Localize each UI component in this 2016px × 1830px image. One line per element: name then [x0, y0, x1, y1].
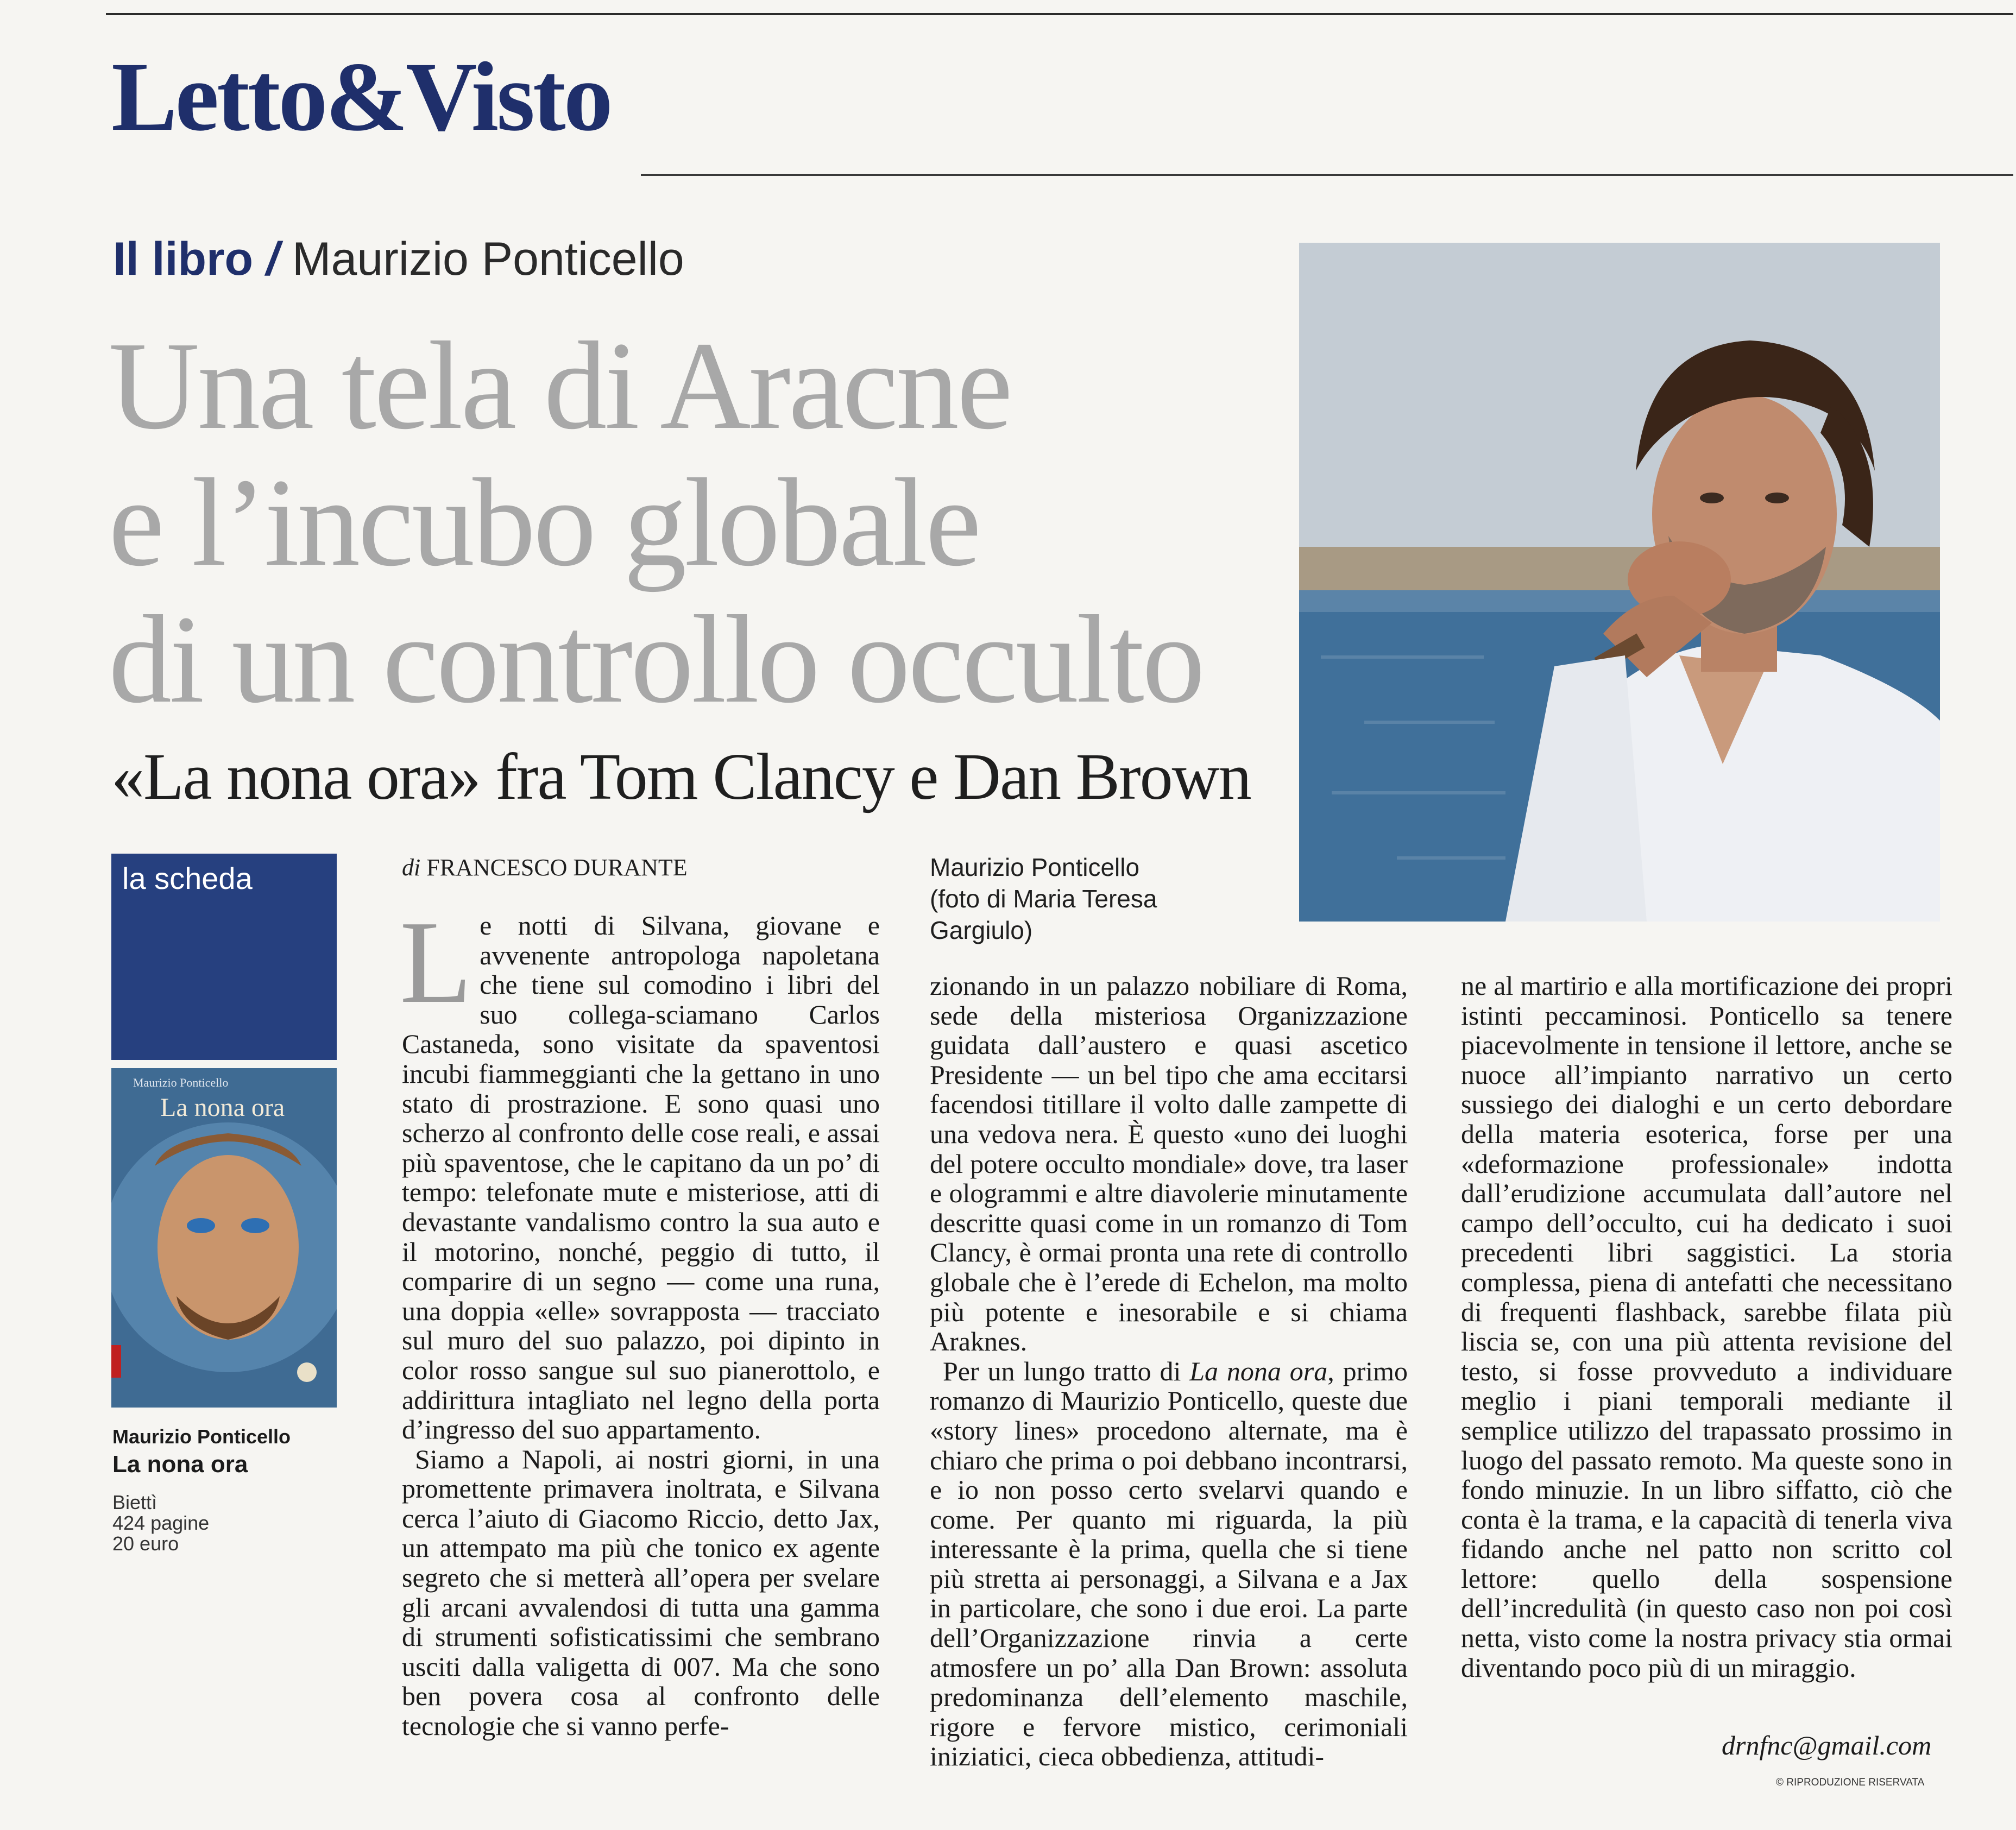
- article-paragraph: ne al martirio e alla mortificazione dei propri istinti peccaminosi. Ponticello sa tenere piacevolmente in tensione il lettore, anche se nuoce all’impianto narrativo un certo sussiego dei dialoghi e un certo debordare della materia esoterica, forse per una «deformazione professionale» indotta dall’erudizione accumulata dall’autore nel campo dell’occulto, cui ha dedicato i suoi precedenti libri saggistici. La storia complessa, piena di antefatti che necessitano di frequenti flashback, sarebbe filata più liscia se, con una più attenta revisione del testo, si fosse provveduto a individuare meglio i piani temporali mediante il semplice utilizzo del trapassato prossimo in luogo del passato remoto. Ma queste sono in fondo minuzie. In un libro siffatto, ciò che conta è la trama, e la capacità di tenerla viva fidando anche nel patto non scritto col lettore: quello della sospensione dell’incredulità (in questo caso non poi così netta, visto come la nostra privacy stia ormai diventando poco più di un miraggio.: [1461, 970, 1952, 1683]
- kicker: [113, 232, 684, 286]
- headline: [109, 318, 1276, 728]
- article-column-2: [930, 971, 1408, 1771]
- sheet-price: 20 euro: [112, 1532, 179, 1555]
- kicker-author: Maurizio Ponticello: [292, 233, 684, 285]
- book-cover-illustration: [111, 1068, 337, 1408]
- sheet-publisher: Biettì: [112, 1491, 158, 1513]
- article-paragraph: Siamo a Napoli, ai nostri giorni, in una promettente primavera inoltrata, e Silvana cerca l’aiuto di Giacomo Riccio, detto Jax, un attempato ma più che tonico ex agente segreto che si metterà all’opera per svelare gli arcani avvalendosi di tutta una gamma di strumenti sofisticatissimi che sembrano usciti dalla valigetta di 007. Ma che sono ben povera cosa al confronto delle tecnologie che si vanno perfe-: [402, 1443, 880, 1741]
- sheet-author: Maurizio Ponticello: [112, 1425, 291, 1448]
- top-rule: [106, 13, 2013, 15]
- author-email: drnfnc@gmail.com: [1722, 1730, 1932, 1760]
- byline-prefix: di: [402, 854, 421, 881]
- article-paragraph: zionando in un palazzo nobiliare di Roma, sede della misteriosa Organizzazione guidata dall’austero e quasi ascetico Presidente — un bel tipo che ama eccitarsi facendosi titillare il volto dalle zampette di una vedova nera. È questo «uno dei luoghi del potere occulto mondiale» dove, tra laser e ologrammi e altre diavolerie minutamente descritte quasi come in un romanzo di Tom Clancy, è ormai pronta una rete di controllo globale che è l’erede di Echelon, ma molto più potente e inesorabile e si chiama Araknes.: [930, 970, 1408, 1357]
- book-title-inline: La nona ora: [1189, 1355, 1328, 1386]
- book-cover-author: Maurizio Ponticello: [133, 1076, 229, 1089]
- section-title: Letto&Visto: [111, 42, 611, 152]
- photo-caption-line-3: Gargiulo): [930, 916, 1033, 944]
- paragraph-text: Per un lungo tratto di: [943, 1355, 1190, 1386]
- article-paragraph: [400, 897, 880, 1445]
- photo-caption: [930, 851, 1277, 946]
- headline-line-2: e l’incubo globale: [109, 453, 979, 592]
- headline-line-1: Una tela di Aracne: [109, 316, 1011, 456]
- scheda-label: la scheda: [122, 861, 253, 895]
- kicker-separator: /: [266, 233, 279, 285]
- header-rule: [641, 174, 2013, 176]
- kicker-label: Il libro: [113, 233, 253, 285]
- paragraph-text: , primo romanzo di Maurizio Ponticello, queste due «story lines» procedono alternate, ma è chiaro che prima o poi debbano incontrarsi, e io non posso certo svelarvi quando e come. Per quanto mi riguarda, la più interessante è la prima, quella che si tiene più stretta ai personaggi, a Silvana e a Jax in particolare, che sono i due eroi. La parte dell’Organizzazione rinvia a certe atmosfere un po’ alla Dan Brown: assoluta predominanza dell’elemento maschile, rigore e fervore mistico, cerimoniali iniziatici, cieca obbedienza, attitudi-: [930, 1355, 1408, 1772]
- author-photo: [1299, 243, 1940, 922]
- byline-name: FRANCESCO DURANTE: [426, 854, 688, 881]
- book-cover-title: La nona ora: [160, 1093, 285, 1122]
- byline: [402, 854, 688, 881]
- article-column-3: [1461, 971, 1952, 1682]
- copyright-notice: © RIPRODUZIONE RISERVATA: [1776, 1777, 1925, 1788]
- book-cover: [111, 1068, 337, 1408]
- sheet-details: [112, 1492, 209, 1554]
- drop-cap: L: [400, 897, 472, 1028]
- author-photo-illustration: [1299, 243, 1940, 922]
- paragraph-text: e notti di Silvana, giovane e avvenente antropologa napoletana che tiene sul comodino i libri del suo collega-sciamano Carlos Castaneda, sono visitate da spaventosi incubi fiammeggianti che la gettano in uno stato di prostrazione. E sono quasi uno scherzo al confronto delle cose reali, e assai più spaventose, che le capitano da un po’ di tempo: telefonate mute e misteriose, atti di devastante vandalismo contro la sua auto e il motorino, nonché, peggio di tutto, il comparire di un segno — come una runa, una doppia «elle» sovrapposta — tracciato sul muro del suo palazzo, poi dipinto in color rosso sangue sul suo pianerottolo, e addirittura intagliato nel legno della porta d’ingresso del suo appartamento.: [402, 910, 880, 1445]
- headline-line-3: di un controllo occulto: [109, 590, 1203, 729]
- article-paragraph: [930, 1356, 1408, 1771]
- photo-caption-line-2: (foto di Maria Teresa: [930, 885, 1157, 913]
- subheadline: «La nona ora» fra Tom Clancy e Dan Brown: [111, 740, 1251, 813]
- sheet-pages: 424 pagine: [112, 1512, 210, 1534]
- sheet-title: La nona ora: [112, 1451, 248, 1478]
- photo-caption-line-1: Maurizio Ponticello: [930, 853, 1140, 881]
- article-column-1: [400, 897, 880, 1741]
